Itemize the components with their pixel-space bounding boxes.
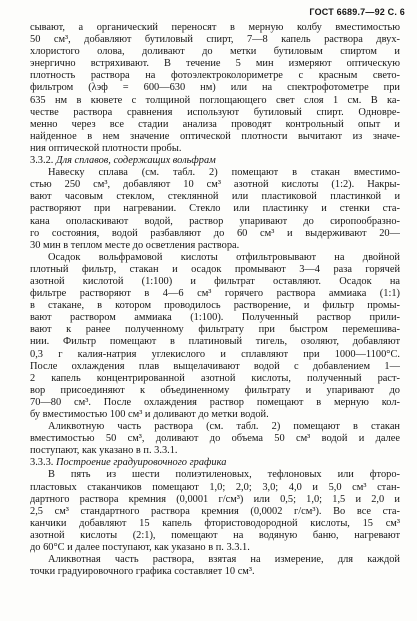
- text-line: растворяют при нагревании. Стекло или пластинку и стенки ста-: [30, 203, 400, 215]
- text-line: найденное в нем значение оптической плотности вычитают из значе-: [30, 130, 400, 142]
- text-line: вор присоединяют к объединенному фильтрату и упаривают до: [30, 384, 400, 396]
- text-line: Аликвотную часть раствора (см. табл. 2) помещают в стакан: [48, 421, 400, 433]
- text-line: фильтром (λэф = 600—630 нм) или на спектрофотометре при: [30, 82, 400, 94]
- text-line: до 60°С и далее поступают, как указано в п. 3.3.1.: [30, 542, 250, 554]
- text-line: честве раствора сравнения используют бутиловый спирт. Одновре-: [30, 106, 400, 118]
- text-line: энергично встряхивают. В течение 5 мин измеряют оптическую: [30, 58, 400, 70]
- text-line: 50 см³, добавляют бутиловый спирт, 7—8 капель раствора двух-: [30, 34, 400, 46]
- text-line: поступают, как указано в п. 3.3.1.: [30, 445, 178, 457]
- text-line: плотность раствора на фотоэлектроколориметре с красным свето-: [30, 70, 400, 82]
- text-line: 30 мин в теплом месте до осветления раствора.: [30, 239, 240, 251]
- text-line: фильтре растворяют в 4—6 см³ горячего раствора аммиака (1:1): [30, 288, 400, 300]
- text-line: го состояния, водой разбавляют до 60 см³ и выдерживают 20—: [30, 227, 400, 239]
- text-line: 70—80 см³. После охлаждения раствор помещают в мерную кол-: [30, 396, 400, 408]
- text-line: Аликвотная часть раствора, взятая на измерение, для каждой: [48, 554, 400, 566]
- text-line: После охлаждения плав выщелачивают водой с добавлением 1—: [30, 360, 400, 372]
- text-line: нии. Фильтр помещают в платиновый тигель, озоляют, добавляют: [30, 336, 400, 348]
- text-line: вместимостью 50 см³, доливают до объема 50 см³ водой и далее: [30, 433, 400, 445]
- text-line: Навеску сплава (см. табл. 2) помещают в стакан вместимо-: [48, 167, 400, 179]
- text-line: азотной кислоты (2:1), помещают на водяную баню, нагревают: [30, 529, 400, 541]
- text-line: хлористого олова, доливают до метки бутиловым спиртом и: [30, 46, 400, 58]
- text-line: дартного раствора кремния (0,0001 г/см³) или 0,5; 1,0; 1,5 и 2,0 и: [30, 493, 400, 505]
- text-line: канчики добавляют 15 капель фтористоводородной кислоты, 15 см³: [30, 517, 400, 529]
- text-line: менно через все стадии анализа проводят контрольный опыт и: [30, 118, 400, 130]
- text-line: вают часовым стеклом, стеклянной или пластиковой пластинкой и: [30, 191, 400, 203]
- text-line: сывают, а органический переносят в мерную колбу вместимостью: [30, 22, 400, 33]
- text-line: Осадок вольфрамовой кислоты отфильтровывают на двойной: [48, 251, 400, 263]
- text-line: ния оптической плотности пробы.: [30, 142, 182, 154]
- text-line: бу вместимостью 100 см³ и доливают до метки водой.: [30, 409, 269, 420]
- text-line: плотный фильтр, стакан и осадок промывают 3—4 раза горячей: [30, 263, 400, 275]
- text-line: В пять из шести полиэтиленовых, тефлоновых или фторо-: [48, 469, 400, 481]
- page-header: ГОСТ 6689.7—92 С. 6: [309, 7, 405, 17]
- text-line: 635 нм в кювете с толщиной поглощающего свет слоя 1 см. В ка-: [30, 94, 400, 106]
- document-body: [30, 22, 400, 578]
- section-heading: 3.3.3. Построение градуировочного графика: [30, 457, 227, 469]
- text-line: кана ополаскивают водой, раствор упаривают до сиропообразно-: [30, 215, 400, 227]
- text-line: 2 капель концентрированной азотной кислоты, полученный раст-: [30, 372, 400, 384]
- text-line: 2,5 см³ стандартного раствора кремния (0,0002 г/см³). Во все ста-: [30, 505, 400, 517]
- text-line: вают раствором аммиака (1:100). Полученный раствор прили-: [30, 312, 400, 324]
- text-line: пластовых стаканчиков помещают 1,0; 2,0; 3,0; 4,0 и 5,0 см³ стан-: [30, 481, 400, 493]
- text-line: вают к ранее полученному фильтрату при быстром перемешива-: [30, 324, 400, 336]
- text-line: азотной кислотой (1:100) и фильтрат оставляют. Осадок на: [30, 275, 400, 287]
- text-line: точки градуировочного графика составляет 10 см³.: [30, 566, 255, 578]
- text-line: в стакане, в котором проводилось растворение, и фильтр промы-: [30, 300, 400, 312]
- text-line: стью 250 см³, добавляют 10 см³ азотной кислоты (1:2). Накры-: [30, 179, 400, 191]
- section-heading: 3.3.2. Для сплавов, содержащих вольфрам: [30, 155, 216, 167]
- text-line: 0,3 г калия-натрия углекислого и сплавляют при 1000—1100°С.: [30, 348, 400, 360]
